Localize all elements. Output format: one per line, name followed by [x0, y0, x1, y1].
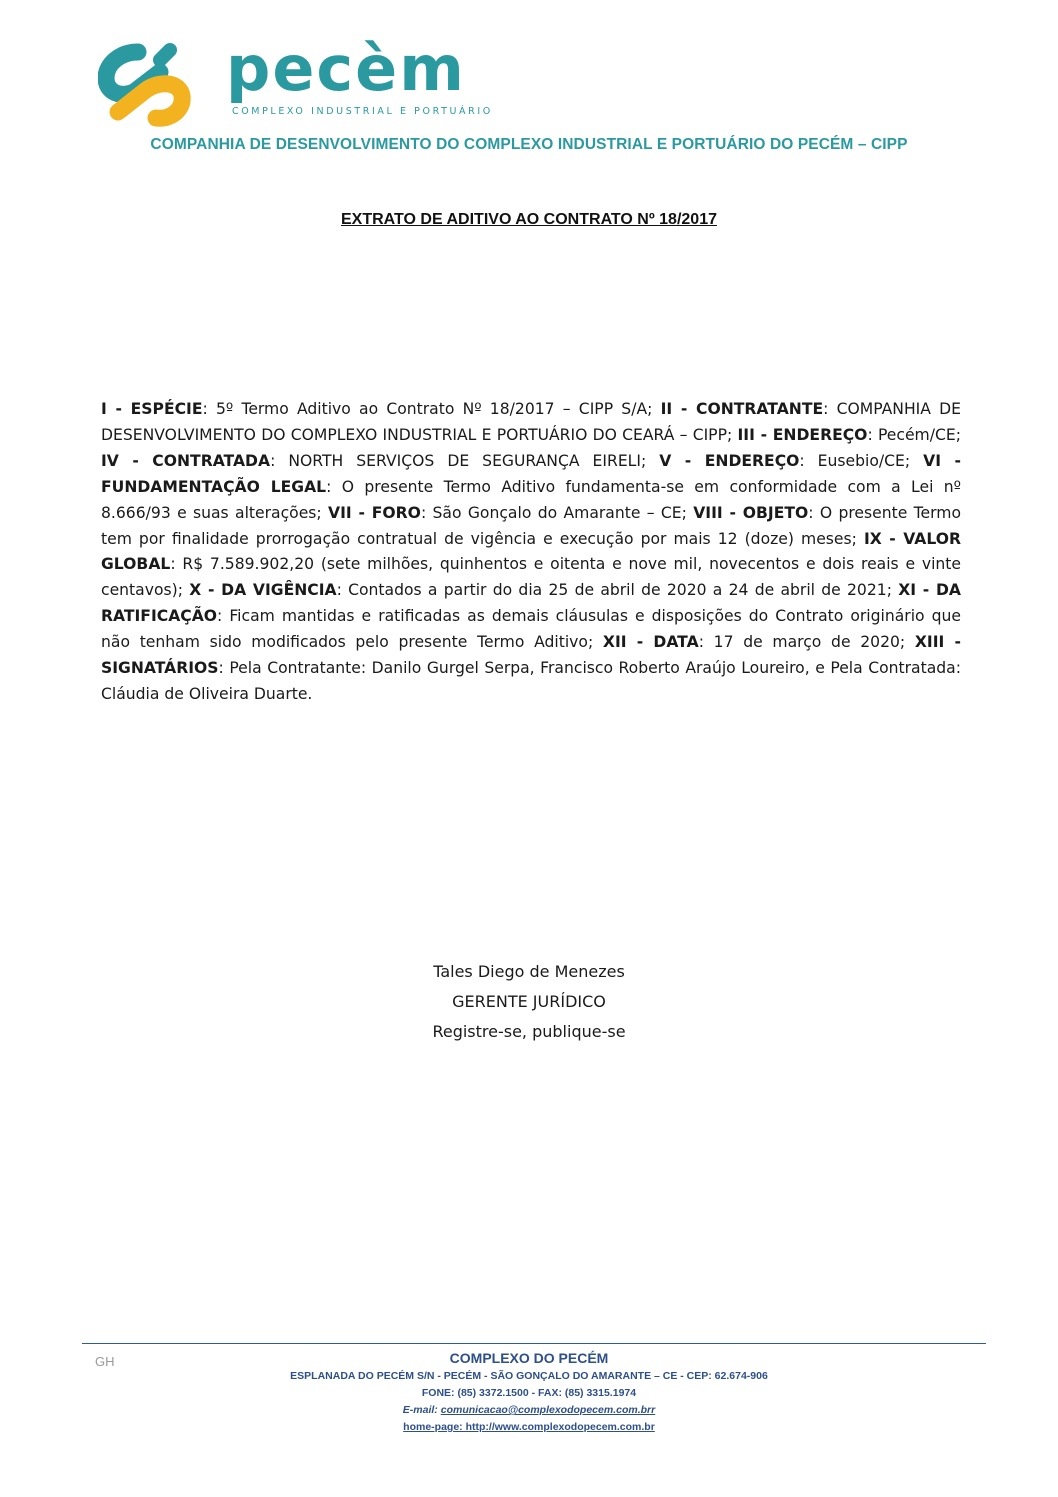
footer-homepage-link[interactable]: home-page: http://www.complexodopecem.com.br	[403, 1421, 655, 1433]
footer-email-line	[0, 1402, 1058, 1419]
clause-label: II - CONTRATANTE	[660, 400, 824, 418]
footer-title: COMPLEXO DO PECÉM	[449, 1350, 609, 1366]
clause-text: : Pela Contratante: Danilo Gurgel Serpa, Francisco Roberto Araújo Loureiro, e Pela Contratada: Cláudia de Oliveira Duarte.	[101, 659, 961, 703]
footer-email-link[interactable]: comunicacao@complexodopecem.com.brr	[440, 1404, 656, 1416]
clause-text: : Eusebio/CE;	[799, 451, 924, 470]
contract-extract-body	[101, 397, 961, 708]
clause-text: : Ficam mantidas e ratificadas as demais cláusulas e disposições do Contrato originário que não tenham sido modificados pelo presente Termo Aditivo;	[101, 607, 961, 652]
footer	[0, 1348, 1058, 1436]
clause-text: : O presente Termo Aditivo fundamenta-se em conformidade com a Lei nº 8.666/93 e suas alterações;	[101, 477, 962, 522]
clause-label: IX - VALOR GLOBAL	[101, 529, 961, 574]
brand-name: pecèm	[226, 32, 466, 105]
pecem-symbol-icon	[98, 38, 228, 128]
clause-text: : COMPANHIA DE DESENVOLVIMENTO DO COMPLEXO INDUSTRIAL E PORTUÁRIO DO CEARÁ – CIPP;	[101, 400, 962, 444]
clause-label: VIII - OBJETO	[693, 503, 809, 522]
clause-text: : R$ 7.589.902,20 (sete milhões, quinhentos e oitenta e nove mil, novecentos e dois reais e vinte centavos);	[101, 555, 961, 600]
clause-label: XI - DA RATIFICAÇÃO	[101, 581, 961, 626]
clause-label: III - ENDEREÇO	[737, 425, 868, 444]
clause-label: XIII - SIGNATÁRIOS	[101, 633, 961, 678]
clause-label: IV - CONTRATADA	[101, 451, 271, 470]
clause-text: : Contados a partir do dia 25 de abril de 2020 a 24 de abril de 2021;	[336, 581, 899, 600]
clause-label: VI - FUNDAMENTAÇÃO LEGAL	[101, 451, 961, 496]
clause-text: : NORTH SERVIÇOS DE SEGURANÇA EIRELI;	[270, 451, 660, 470]
clause-label: XII - DATA	[602, 633, 699, 652]
clause-text: : O presente Termo tem por finalidade prorrogação contratual de vigência e execução por mais 12 (doze) meses;	[101, 503, 961, 548]
footer-phone: FONE: (85) 3372.1500 - FAX: (85) 3315.1974	[421, 1387, 637, 1399]
footer-email-label: E-mail:	[402, 1404, 441, 1416]
clause-text: : 17 de março de 2020;	[698, 633, 915, 652]
signatory-name: Tales Diego de Menezes	[433, 962, 625, 981]
signature-block	[0, 957, 1058, 1047]
brand-subtitle: COMPLEXO INDUSTRIAL E PORTUÁRIO	[232, 106, 493, 117]
publication-note: Registre-se, publique-se	[432, 1022, 626, 1041]
signatory-role: GERENTE JURÍDICO	[452, 992, 606, 1011]
clause-text: : Pecém/CE;	[867, 425, 961, 444]
clause-label: X - DA VIGÊNCIA	[189, 581, 337, 600]
footer-address: ESPLANADA DO PECÉM S/N - PECÉM - SÃO GONÇALO DO AMARANTE – CE - CEP: 62.674-906	[290, 1370, 768, 1382]
clause-label: V - ENDEREÇO	[659, 451, 800, 470]
pecem-logo	[98, 32, 498, 128]
clause-label: VII - FORO	[328, 503, 421, 522]
footer-divider	[82, 1343, 986, 1344]
clause-label: I - ESPÉCIE	[101, 400, 203, 418]
company-name: COMPANHIA DE DESENVOLVIMENTO DO COMPLEXO INDUSTRIAL E PORTUÁRIO DO PECÉM – CIPP	[150, 136, 908, 153]
document-title: EXTRATO DE ADITIVO AO CONTRATO Nº 18/2017	[341, 211, 717, 228]
clause-text: : 5º Termo Aditivo ao Contrato Nº 18/2017 – CIPP S/A;	[202, 400, 661, 418]
clause-text: : São Gonçalo do Amarante – CE;	[420, 503, 694, 522]
document-initials: GH	[95, 1354, 115, 1369]
